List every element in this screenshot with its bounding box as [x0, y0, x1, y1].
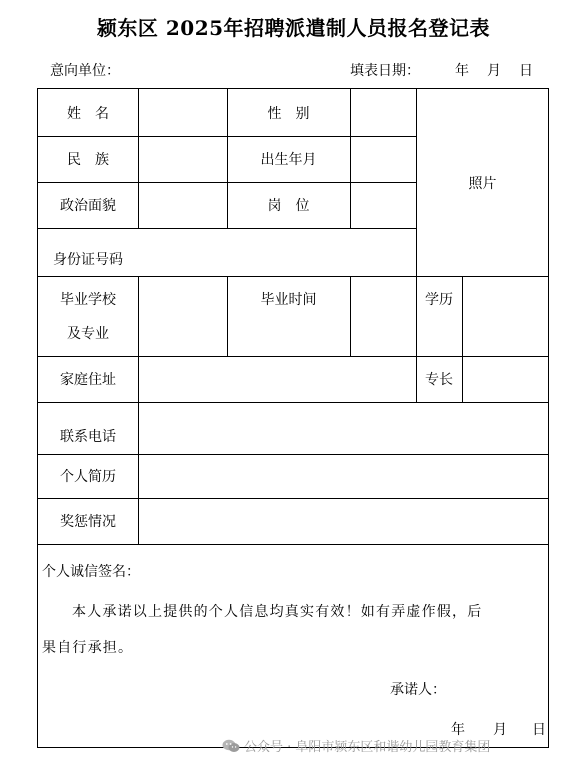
address-label: 家庭住址	[60, 372, 116, 388]
id-number-label: 身份证号码	[53, 252, 123, 268]
pledge-text-line1: 本人承诺以上提供的个人信息均真实有效！如有弄虚作假，后	[72, 604, 483, 620]
name-label: 姓 名	[67, 105, 109, 122]
sign-year: 年	[451, 722, 465, 738]
phone-label: 联系电话	[60, 429, 116, 445]
grid-line	[350, 89, 351, 228]
awards-label: 奖惩情况	[60, 514, 116, 530]
grad-time-label: 毕业时间	[260, 292, 317, 308]
watermark	[222, 736, 490, 755]
date-day: 日	[519, 63, 533, 79]
sign-day: 日	[532, 722, 546, 738]
ethnicity-label: 民 族	[67, 152, 109, 168]
school-label	[38, 276, 138, 356]
date-label: 填表日期：	[350, 63, 420, 79]
birth-label: 出生年月	[260, 152, 317, 168]
date-year: 年	[455, 63, 469, 79]
grid-line	[350, 276, 351, 356]
sign-month: 月	[493, 722, 507, 738]
resume-label: 个人简历	[60, 469, 116, 485]
grid-line	[462, 276, 463, 402]
form-title: 颍东区 2025年招聘派遣制人员报名登记表	[96, 16, 491, 40]
education-label: 学历	[425, 292, 453, 308]
grid-line	[38, 544, 549, 545]
school-label-line1: 毕业学校	[60, 292, 116, 308]
specialty-label: 专长	[425, 372, 453, 388]
pledge-label: 个人诚信签名：	[42, 564, 140, 580]
wechat-icon	[222, 739, 240, 753]
political-label: 政治面貌	[60, 198, 116, 214]
gender-label: 性 别	[267, 105, 310, 122]
grid-line	[138, 276, 139, 544]
grid-line	[138, 89, 139, 228]
photo-placeholder: 照片	[468, 175, 497, 192]
registration-form	[37, 88, 549, 748]
signer-label: 承诺人：	[390, 682, 446, 698]
date-month: 月	[487, 63, 501, 79]
pledge-text-line2: 果自行承担。	[42, 640, 134, 656]
watermark-text: 公众号 · 阜阳市颍东区和谐幼儿园教育集团	[244, 740, 491, 755]
position-label: 岗 位	[267, 198, 310, 214]
unit-label: 意向单位：	[50, 63, 120, 79]
school-label-line2: 及专业	[67, 326, 109, 342]
